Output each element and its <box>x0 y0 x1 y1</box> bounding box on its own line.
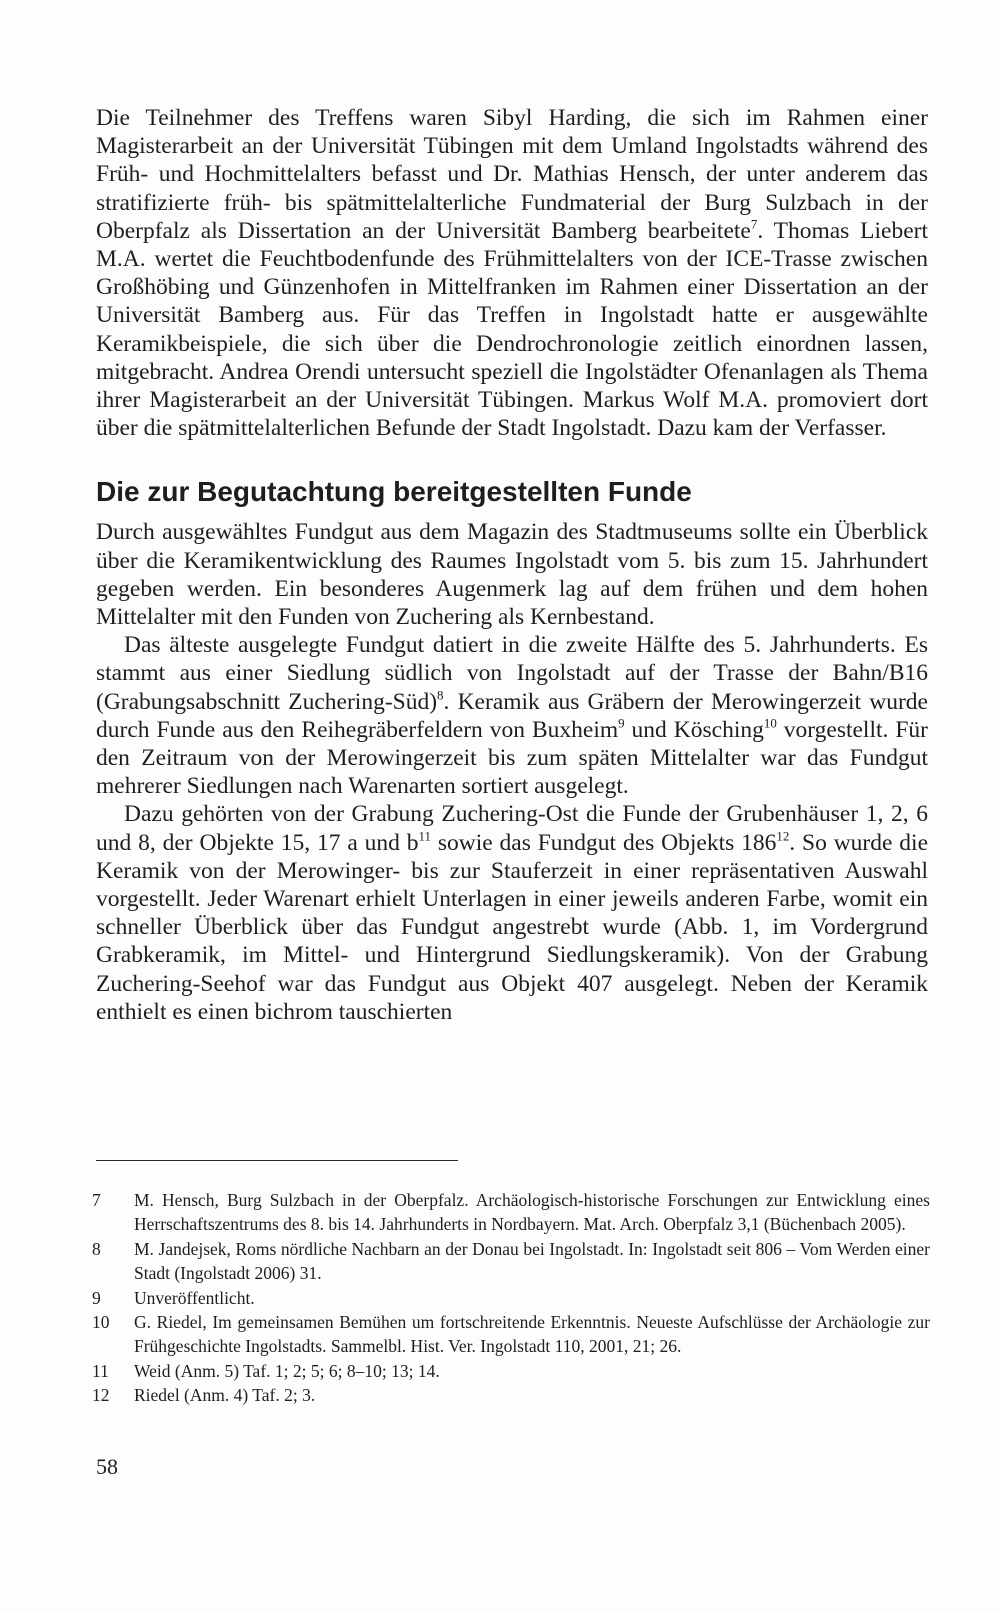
footnote-12 <box>92 1383 930 1407</box>
footnote-9 <box>92 1286 930 1310</box>
footnote-number: 9 <box>92 1287 101 1308</box>
footnote-separator <box>96 1160 458 1161</box>
footnote-ref-8[interactable]: 8 <box>437 686 444 702</box>
footnotes <box>92 1188 930 1408</box>
footnote-10 <box>92 1310 930 1359</box>
page-number: 58 <box>96 1454 118 1479</box>
section-heading: Die zur Begutachtung bereitgestellten Funde <box>96 476 692 508</box>
footnote-text: Unveröffentlicht. <box>134 1287 255 1308</box>
footnote-7 <box>92 1188 930 1237</box>
footnote-number: 12 <box>92 1385 110 1406</box>
footnote-11 <box>92 1359 930 1383</box>
paragraph-1: Die Teilnehmer des Treffens waren Sibyl Harding, die sich im Rahmen einer Magisterarbeit an der Universität Tübingen mit dem Umland Ingolstadts während des Früh- und Hochmittelalters befasst und Dr. Mathias Hensch, der unter anderem das stratifizierte früh- bis spätmittelalterliche Fundmaterial der Burg Sulzbach in der Oberpfalz als Dissertation an der Universität Bamberg bearbeitete$^7$. Thomas Liebert M.A. wertet die Feuchtbodenfunde des Frühmittelalters von der ICE-Trasse zwischen Großhöbing und Günzenhofen in Mittelfranken im Rahmen einer Dissertation an der Universität Bamberg aus. Für das Treffen in Ingolstadt hatte er ausgewählte Keramikbeispiele, die sich über die Dendrochronologie zeitlich einordnen lassen, mitgebracht. Andrea Orendi untersucht speziell die Ingolstädter Ofenanlagen als Thema ihrer Magisterarbeit an der Universität Tübingen. Markus Wolf M.A. promoviert dort über die spätmittelalterlichen Befunde der Stadt Ingolstadt. Dazu kam der Verfasser. <box>96 105 928 442</box>
footnote-ref-9[interactable]: 9 <box>618 715 625 731</box>
footnote-text: Weid (Anm. 5) Taf. 1; 2; 5; 6; 8–10; 13; 14. <box>134 1360 440 1381</box>
paragraph-3: Das älteste ausgelegte Fundgut datiert in die zweite Hälfte des 5. Jahrhunderts. Es stammt aus einer Siedlung südlich von Ingolstadt auf der Trasse der Bahn/B16 (Grabungsabschnitt Zuchering-Süd)$^8$. Keramik aus Gräbern der Merowingerzeit wurde durch Funde aus den Reihegräberfeldern von Buxheim$^9$ und Kösching$^{10}$ vorgestellt. Für den Zeitraum von der Merowingerzeit bis zum späten Mittelalter war das Fundgut mehrerer Siedlungen nach Warenarten sortiert ausgelegt. <box>96 632 929 800</box>
footnote-number: 10 <box>92 1312 110 1333</box>
footnote-text: Riedel (Anm. 4) Taf. 2; 3. <box>134 1385 316 1406</box>
footnote-ref-10[interactable]: 10 <box>763 715 777 731</box>
footnote-ref-11[interactable]: 11 <box>418 827 431 843</box>
footnote-text: M. Jandejsek, Roms nördliche Nachbarn an der Donau bei Ingolstadt. In: Ingolstadt seit 806 – Vom Werden einer Stadt (Ingolstadt 2006) 31. <box>134 1238 930 1284</box>
footnote-text: G. Riedel, Im gemeinsamen Bemühen um fortschreitende Erkenntnis. Neueste Aufschlüsse der Archäologie zur Frühgeschichte Ingolstadts. Sammelbl. Hist. Ver. Ingolstadt 110, 2001, 21; 26. <box>134 1312 930 1357</box>
footnote-number: 8 <box>92 1238 101 1259</box>
footnote-8 <box>92 1237 930 1286</box>
paragraph-2: Durch ausgewähltes Fundgut aus dem Magazin des Stadtmuseums sollte ein Überblick über die Keramikentwicklung des Raumes Ingolstadt vom 5. bis zum 15. Jahrhundert gegeben werden. Ein besonderes Augenmerk lag auf dem frühen und dem hohen Mittelalter mit den Funden von Zuchering als Kernbestand. <box>96 519 928 631</box>
footnote-text: M. Hensch, Burg Sulzbach in der Oberpfalz. Archäologisch-historische Forschungen zur Entwicklung eines Herrschaftszentrums des 8. bis 14. Jahrhunderts in Nordbayern. Mat. Arch. Oberpfalz 3,1 (Büchenbach 2005). <box>134 1190 930 1235</box>
paragraph-4: Dazu gehörten von der Grabung Zuchering-Ost die Funde der Grubenhäuser 1, 2, 6 und 8, der Objekte 15, 17 a und $b^{11}$ sowie das Fundgut des Objekts $186^{12}$. So wurde die Keramik von der Merowinger- bis zur Stauferzeit in einer repräsentativen Auswahl vorgestellt. Jeder Warenart erhielt Unterlagen in einer jeweils anderen Farbe, womit ein schneller Überblick über das Fundgut angestrebt wurde (Abb. 1, im Vordergrund Grabkeramik, im Mittel- und Hintergrund Siedlungskeramik). Von der Grabung Zuchering-Seehof war das Fundgut aus Objekt 407 ausgelegt. Neben der Keramik enthielt es einen bichrom tauschierten <box>96 801 928 1025</box>
footnote-number: 7 <box>92 1190 101 1210</box>
footnote-ref-7[interactable]: 7 <box>750 216 758 232</box>
footnote-number: 11 <box>92 1360 109 1381</box>
footnote-ref-12[interactable]: 12 <box>776 827 790 843</box>
body-text <box>96 104 928 1026</box>
